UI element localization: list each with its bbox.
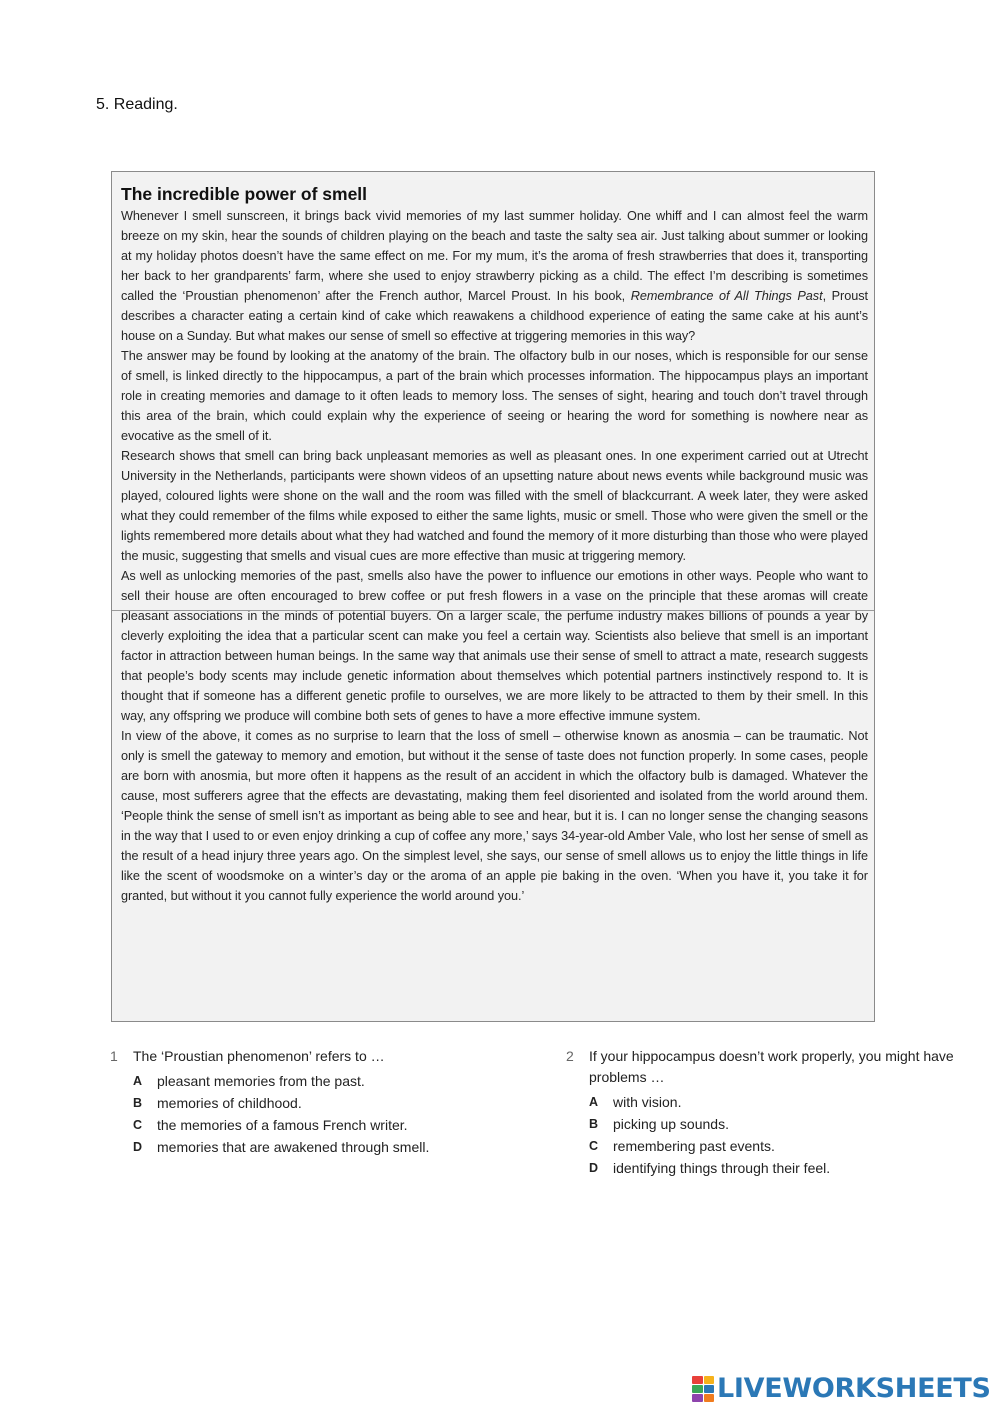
question-1 bbox=[110, 1046, 530, 1158]
logo-block bbox=[692, 1385, 703, 1393]
question-text: If your hippocampus doesn’t work properly, you might have problems … bbox=[589, 1048, 954, 1085]
option-a[interactable] bbox=[566, 1091, 966, 1113]
option-letter: C bbox=[589, 1139, 599, 1153]
option-text: pleasant memories from the past. bbox=[157, 1073, 365, 1089]
article-paragraph bbox=[121, 566, 868, 726]
question-2 bbox=[566, 1046, 966, 1179]
option-text: picking up sounds. bbox=[613, 1116, 729, 1132]
option-d[interactable] bbox=[110, 1136, 530, 1158]
option-letter: D bbox=[133, 1140, 143, 1154]
liveworksheets-brand[interactable] bbox=[692, 1372, 991, 1406]
article-title: The incredible power of smell bbox=[121, 184, 368, 204]
option-letter: C bbox=[133, 1118, 143, 1132]
paragraph-text: , Proust describes a character eating a certain kind of cake which reawakens a childhood experience of eating the same cake at his aunt’s house on a Sunday. But what makes our sense of smell so effective at triggering memories in this way? bbox=[121, 289, 868, 343]
option-text: with vision. bbox=[613, 1094, 682, 1110]
paragraph-text: Research shows that smell can bring back unpleasant memories as well as pleasant ones. In one experiment carried out at Utrecht University in the Netherlands, participants were shown videos of an upsetting nature about news events while background music was played, coloured lights were shone on the wall and the room was filled with the smell of blackcurrant. A week later, they were asked what they could remember of the films while exposed to either the same lights, music or smell. Those who were given the smell or the lights remembered more details about what they had watched and found the memory of it more disturbing than those who were played the music, suggesting that smells and visual cues are more effective than music at triggering memory. bbox=[121, 449, 868, 563]
option-letter: A bbox=[589, 1095, 599, 1109]
article-paragraph bbox=[121, 206, 868, 346]
question-number: 1 bbox=[110, 1048, 118, 1064]
logo-block bbox=[704, 1376, 715, 1384]
passage-divider bbox=[112, 610, 874, 611]
article-body bbox=[121, 206, 868, 906]
paragraph-text: In view of the above, it comes as no surprise to learn that the loss of smell – otherwise known as anosmia – can be traumatic. Not only is smell the gateway to memory and emotion, but without it the sense of taste does not function properly. In some cases, people are born with anosmia, but more often it happens as the result of an accident in which the olfactory bulb is damaged. Whatever the cause, most sufferers agree that the effects are devastating, making them feel disoriented and isolated from the world around them. ‘People think the sense of smell isn’t as important as being able to see and hear, but it is. I can no longer sense the changing seasons in the way that I used to or even enjoy drinking a cup of coffee any more,’ says 34-year-old Amber Vale, who lost her sense of smell as the result of a head injury three years ago. On the simplest level, she says, our sense of smell allows us to enjoy the little things in life like the scent of woodsmoke on a winter’s day or the aroma of an apple pie baking in the oven. ‘When you have it, you take it for granted, but without it you cannot fully experience the world around you.’ bbox=[121, 729, 868, 903]
option-letter: A bbox=[133, 1074, 143, 1088]
reading-passage-box bbox=[111, 171, 875, 1022]
option-c[interactable] bbox=[110, 1114, 530, 1136]
option-text: remembering past events. bbox=[613, 1138, 775, 1154]
logo-block bbox=[692, 1394, 703, 1402]
option-b[interactable] bbox=[566, 1113, 966, 1135]
option-letter: B bbox=[589, 1117, 599, 1131]
question-stem bbox=[566, 1046, 966, 1088]
logo-block bbox=[704, 1385, 715, 1393]
option-d[interactable] bbox=[566, 1157, 966, 1179]
option-text: memories of childhood. bbox=[157, 1095, 302, 1111]
logo-block bbox=[704, 1394, 715, 1402]
question-stem bbox=[110, 1046, 530, 1067]
paragraph-text: The answer may be found by looking at the anatomy of the brain. The olfactory bulb in our noses, which is responsible for our sense of smell, is linked directly to the hippocampus, a part of the brain which processes information. The hippocampus plays an important role in creating memories and damage to it often leads to memory loss. The senses of sight, hearing and touch don’t travel through this area of the brain, which could explain why the experience of seeing or hearing the word for something is nowhere near as evocative as the smell of it. bbox=[121, 349, 868, 443]
option-text: the memories of a famous French writer. bbox=[157, 1117, 408, 1133]
option-letter: D bbox=[589, 1161, 599, 1175]
option-b[interactable] bbox=[110, 1092, 530, 1114]
option-text: memories that are awakened through smell. bbox=[157, 1139, 430, 1155]
question-text: The ‘Proustian phenomenon’ refers to … bbox=[133, 1048, 385, 1064]
logo-block bbox=[692, 1376, 703, 1384]
option-a[interactable] bbox=[110, 1070, 530, 1092]
option-text: identifying things through their feel. bbox=[613, 1160, 831, 1176]
article-paragraph bbox=[121, 726, 868, 906]
brand-name: LIVEWORKSHEETS bbox=[717, 1373, 991, 1404]
article-paragraph bbox=[121, 446, 868, 566]
paragraph-text: Whenever I smell sunscreen, it brings back vivid memories of my last summer holiday. One whiff and I can almost feel the warm breeze on my skin, hear the sounds of children playing on the beach and taste the salty sea air. Just talking about summer or looking at my holiday photos doesn’t have the same effect on me. For my mum, it’s the aroma of fresh strawberries that does it, transporting her back to her grandparents’ farm, where she used to enjoy strawberry picking as a child. The effect I’m describing is sometimes called the ‘Proustian phenomenon’ after the French author, Marcel Proust. In his book, bbox=[121, 209, 868, 303]
option-letter: B bbox=[133, 1096, 143, 1110]
paragraph-text: As well as unlocking memories of the past, smells also have the power to influence our emotions in other ways. People who want to sell their house are often encouraged to brew coffee or put fresh flowers in a vase on the principle that these aromas will create pleasant associations in the minds of potential buyers. On a larger scale, the perfume industry makes billions of pounds a year by cleverly exploiting the idea that a particular scent can make you feel a certain way. Scientists also believe that smell is an important factor in attraction between human beings. In the same way that animals use their sense of smell to attract a mate, research suggests that people’s body scents may include genetic information about themselves which potential partners instinctively respond to. It is thought that if someone has a different genetic profile to ourselves, we are more likely to be attracted to them by their smell. In this way, any offspring we produce will combine both sets of genes to have a more effective immune system. bbox=[121, 569, 868, 723]
option-c[interactable] bbox=[566, 1135, 966, 1157]
section-heading: 5. Reading. bbox=[96, 96, 178, 113]
liveworksheets-logo-icon bbox=[692, 1376, 714, 1402]
article-paragraph bbox=[121, 346, 868, 446]
question-number: 2 bbox=[566, 1048, 574, 1064]
book-title: Remembrance of All Things Past bbox=[630, 289, 823, 303]
